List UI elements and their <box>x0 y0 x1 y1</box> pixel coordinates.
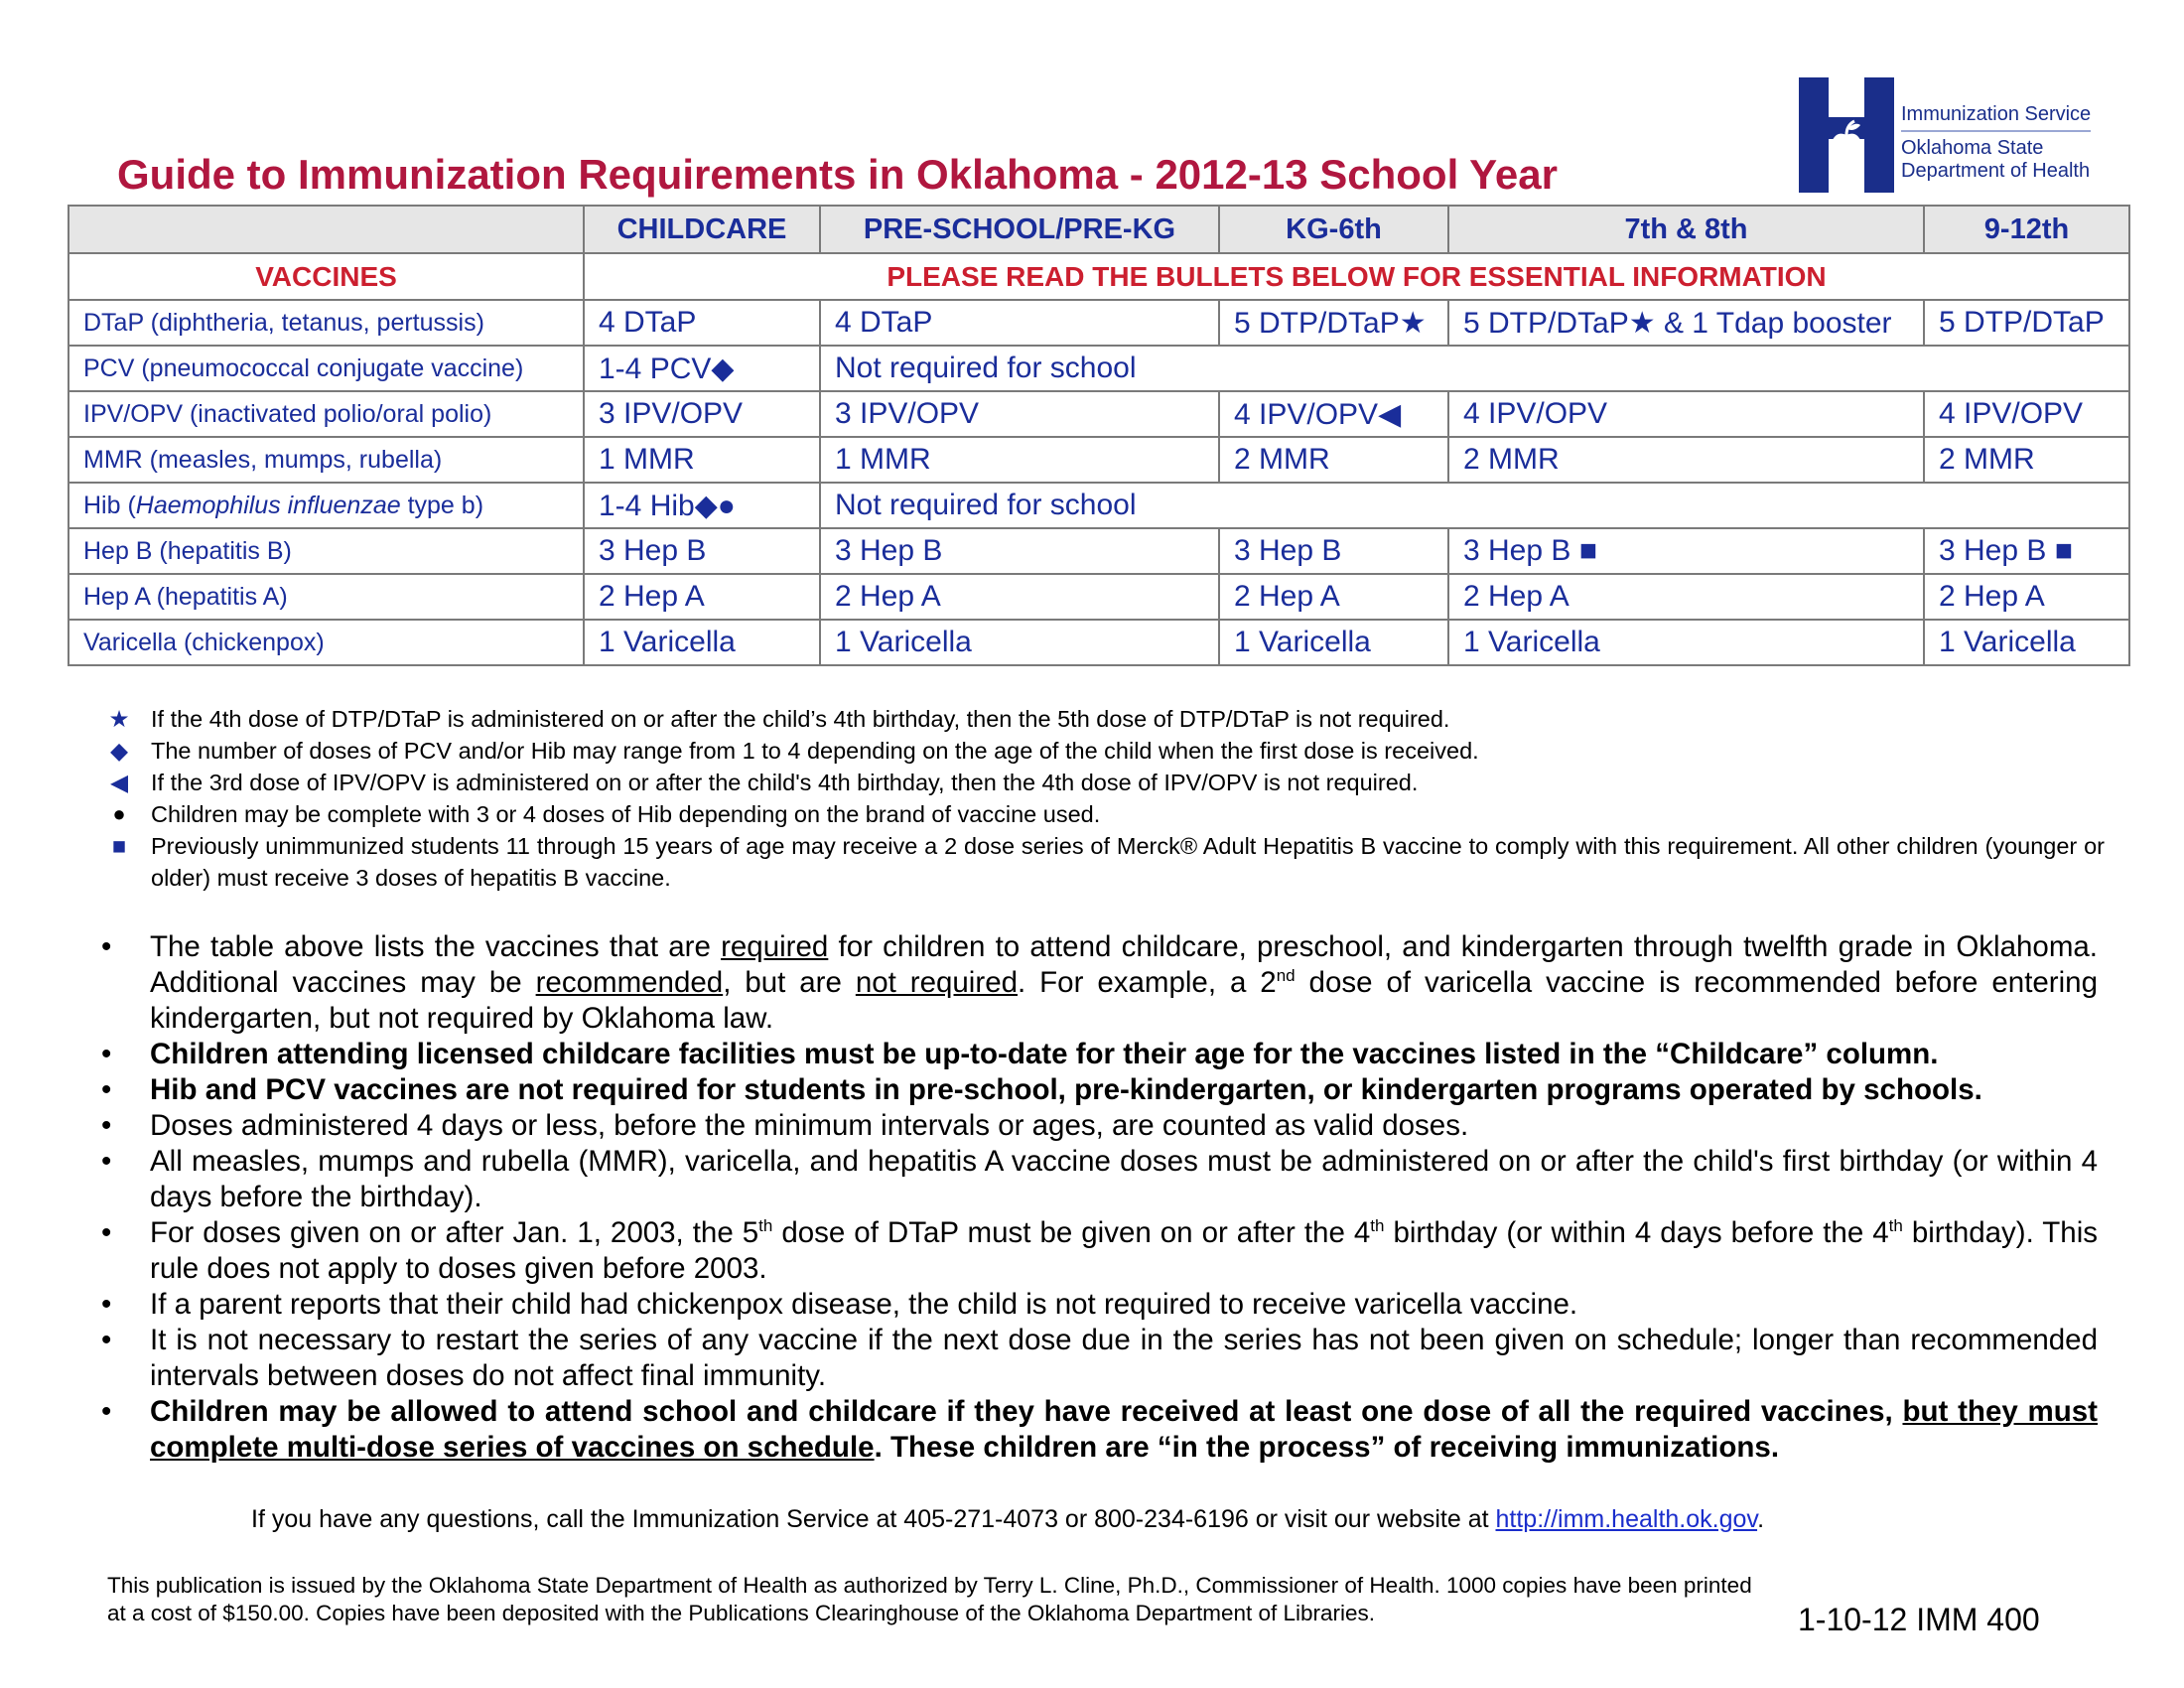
bullet-item <box>95 1215 2098 1287</box>
cell-preschool: 3 Hep B <box>820 528 1219 574</box>
bullet-text: . These children are “in the process” of receiving immunizations. <box>874 1431 1780 1464</box>
table-subheader-row <box>68 253 2129 300</box>
superscript: th <box>1888 1216 1903 1236</box>
bullet-text: For doses given on or after Jan. 1, 2003, the 5 <box>150 1216 759 1249</box>
contact-end: . <box>1757 1505 1765 1533</box>
bullet-dot-icon: • <box>101 1216 112 1249</box>
diamond-icon: ◆ <box>109 738 129 764</box>
cell-preschool: 4 DTaP <box>820 300 1219 346</box>
cell-kg-6th: 1 Varicella <box>1219 620 1448 665</box>
bullet-text: If a parent reports that their child had chickenpox disease, the child is not required to receive varicella vaccine. <box>150 1288 1578 1321</box>
vaccine-name: MMR (measles, mumps, rubella) <box>68 437 584 483</box>
bullet-text: Doses administered 4 days or less, before the minimum intervals or ages, are counted as valid doses. <box>150 1109 1469 1142</box>
legend-text: If the 4th dose of DTP/DTaP is administered on or after the child’s 4th birthday, then the 5th dose of DTP/DTaP is not required. <box>151 706 1450 732</box>
circle-icon: ● <box>112 801 126 826</box>
cell-7th-8th: 3 Hep B ■ <box>1448 528 1924 574</box>
cell-7th-8th: 2 Hep A <box>1448 574 1924 620</box>
superscript: th <box>758 1216 773 1236</box>
bullet-text: , but are <box>723 966 856 999</box>
table-row-hep-a <box>68 574 2129 620</box>
vaccine-name: Varicella (chickenpox) <box>68 620 584 665</box>
bullet-dot-icon: • <box>101 1109 112 1142</box>
bullet-text: Hib and PCV vaccines are not required for students in pre-school, pre-kindergarten, or kindergarten programs operated by schools. <box>150 1073 1982 1106</box>
table-row-hib <box>68 483 2129 528</box>
vaccine-name-species: Haemophilus influenzae <box>135 491 401 519</box>
superscript: th <box>1370 1216 1385 1236</box>
bullet-text: . For example, a 2 <box>1018 966 1277 999</box>
bullet-item <box>95 1323 2098 1394</box>
footnote-legend <box>99 703 2105 894</box>
cell-9-12th: 2 Hep A <box>1924 574 2129 620</box>
vaccine-name: IPV/OPV (inactivated polio/oral polio) <box>68 391 584 437</box>
requirements-bullet-list <box>95 929 2098 1466</box>
logo-text <box>1901 103 2091 183</box>
legend-text: The number of doses of PCV and/or Hib may range from 1 to 4 depending on the age of the child when the first dose is received. <box>151 738 1479 764</box>
bullet-text: for children to attend childcare, preschool, and kindergarten through twelfth grade in Oklahoma. Additional vaccines may be <box>150 930 2098 999</box>
cell-7th-8th: 4 IPV/OPV <box>1448 391 1924 437</box>
bullet-item <box>95 1037 2098 1072</box>
legend-item <box>99 798 2105 830</box>
table-row-ipv-opv <box>68 391 2129 437</box>
cell-childcare: 3 IPV/OPV <box>584 391 820 437</box>
legend-item <box>99 830 2105 894</box>
cell-childcare: 2 Hep A <box>584 574 820 620</box>
bullet-dot-icon: • <box>101 1324 112 1356</box>
bullet-dot-icon: • <box>101 1038 112 1070</box>
logo-line-3: Department of Health <box>1901 160 2091 182</box>
cell-not-required: Not required for school <box>820 483 2129 528</box>
cell-childcare: 1-4 Hib◆● <box>584 483 820 528</box>
contact-line <box>251 1505 1764 1534</box>
cell-not-required: Not required for school <box>820 346 2129 391</box>
table-header-row <box>68 206 2129 253</box>
cell-childcare: 1 MMR <box>584 437 820 483</box>
underlined-text: recommended <box>535 966 724 999</box>
health-department-h-apple-icon <box>1799 77 1894 193</box>
vaccine-name <box>68 483 584 528</box>
bullet-text: Children attending licensed childcare facilities must be up-to-date for their age for the vaccines listed in the “Childcare” column. <box>150 1038 1939 1070</box>
cell-preschool: 3 IPV/OPV <box>820 391 1219 437</box>
bullet-text: dose of varicella vaccine is recommended before entering kindergarten, but not required by Oklahoma law. <box>150 966 2098 1035</box>
logo-line-2: Oklahoma State <box>1901 137 2044 159</box>
table-row-hep-b <box>68 528 2129 574</box>
cell-7th-8th: 1 Varicella <box>1448 620 1924 665</box>
underlined-text: required <box>721 930 829 963</box>
legend-text: If the 3rd dose of IPV/OPV is administered on or after the child's 4th birthday, then the 4th dose of IPV/OPV is not required. <box>151 770 1419 795</box>
vaccine-name: Hep B (hepatitis B) <box>68 528 584 574</box>
cell-preschool: 2 Hep A <box>820 574 1219 620</box>
essential-info-notice: PLEASE READ THE BULLETS BELOW FOR ESSENTIAL INFORMATION <box>584 253 2129 300</box>
bullet-item <box>95 929 2098 1037</box>
superscript: nd <box>1276 966 1296 986</box>
cell-9-12th: 4 IPV/OPV <box>1924 391 2129 437</box>
underlined-text: but they must complete multi-dose series of vaccines on schedule <box>150 1395 2098 1464</box>
publication-note: This publication is issued by the Oklahoma State Department of Health as authorized by Terry L. Cline, Ph.D., Commissioner of Health. 1000 copies have been printed at a cost of $150.00. Copies have been deposited with the Publications Clearinghouse of the Oklahoma Department of Libraries. <box>107 1573 1752 1625</box>
bullet-text: The table above lists the vaccines that are <box>150 930 722 963</box>
bullet-dot-icon: • <box>101 1395 112 1428</box>
vaccine-name: Hep A (hepatitis A) <box>68 574 584 620</box>
website-link[interactable]: http://imm.health.ok.gov <box>1495 1505 1758 1533</box>
cell-childcare: 4 DTaP <box>584 300 820 346</box>
table-row-dtap <box>68 300 2129 346</box>
vaccine-name-prefix: Hib ( <box>83 491 136 519</box>
cell-kg-6th: 4 IPV/OPV◀ <box>1219 391 1448 437</box>
cell-childcare: 1-4 PCV◆ <box>584 346 820 391</box>
cell-7th-8th: 5 DTP/DTaP★ & 1 Tdap booster <box>1448 300 1924 346</box>
underlined-text: not required <box>855 966 1019 999</box>
bullet-text: Children may be allowed to attend school and childcare if they have received at least one dose of all the required vaccines, <box>150 1395 1903 1428</box>
page-title: Guide to Immunization Requirements in Oklahoma - 2012-13 School Year <box>117 151 1558 198</box>
legend-text: Previously unimmunized students 11 through 15 years of age may receive a 2 dose series of Merck® Adult Hepatitis B vaccine to comply with this requirement. All other children (younger or older) must receive 3 doses of hepatitis B vaccine. <box>151 833 2105 891</box>
cell-childcare: 1 Varicella <box>584 620 820 665</box>
bullet-dot-icon: • <box>101 1288 112 1321</box>
vaccines-header: VACCINES <box>68 253 584 300</box>
bullet-item <box>95 1144 2098 1215</box>
square-icon: ■ <box>111 833 127 859</box>
cell-preschool: 1 Varicella <box>820 620 1219 665</box>
bullet-item <box>95 1108 2098 1144</box>
cell-9-12th: 2 MMR <box>1924 437 2129 483</box>
column-header-7th-8th: 7th & 8th <box>1448 206 1924 253</box>
column-header-kg-6th: KG-6th <box>1219 206 1448 253</box>
cell-9-12th: 3 Hep B ■ <box>1924 528 2129 574</box>
legend-item <box>99 767 2105 798</box>
cell-kg-6th: 2 Hep A <box>1219 574 1448 620</box>
cell-9-12th: 5 DTP/DTaP <box>1924 300 2129 346</box>
cell-7th-8th: 2 MMR <box>1448 437 1924 483</box>
bullet-text: birthday). This rule does not apply to doses given before 2003. <box>150 1216 2099 1285</box>
form-code: 1-10-12 IMM 400 <box>1798 1602 2040 1637</box>
contact-text: If you have any questions, call the Immunization Service at 405-271-4073 or 800-234-6196 or visit our website at <box>251 1505 1496 1533</box>
left-triangle-icon: ◀ <box>109 770 129 795</box>
cell-kg-6th: 3 Hep B <box>1219 528 1448 574</box>
legend-item <box>99 703 2105 735</box>
cell-preschool: 1 MMR <box>820 437 1219 483</box>
column-header-preschool: PRE-SCHOOL/PRE-KG <box>820 206 1219 253</box>
vaccine-name: DTaP (diphtheria, tetanus, pertussis) <box>68 300 584 346</box>
legend-text: Children may be complete with 3 or 4 doses of Hib depending on the brand of vaccine used. <box>151 801 1101 827</box>
header-blank-cell <box>68 206 584 253</box>
bullet-dot-icon: • <box>101 930 112 963</box>
cell-kg-6th: 2 MMR <box>1219 437 1448 483</box>
bullet-text: birthday (or within 4 days before the 4 <box>1384 1216 1889 1249</box>
bullet-text: dose of DTaP must be given on or after the 4 <box>772 1216 1371 1249</box>
bullet-text: It is not necessary to restart the series of any vaccine if the next dose due in the series has not been given on schedule; longer than recommended intervals between doses do not affect final immunity. <box>150 1324 2098 1392</box>
table-row-varicella <box>68 620 2129 665</box>
requirements-table <box>68 205 2130 666</box>
table-row-pcv <box>68 346 2129 391</box>
table-row-mmr <box>68 437 2129 483</box>
cell-kg-6th: 5 DTP/DTaP★ <box>1219 300 1448 346</box>
column-header-9-12th: 9-12th <box>1924 206 2129 253</box>
column-header-childcare: CHILDCARE <box>584 206 820 253</box>
vaccine-name: PCV (pneumococcal conjugate vaccine) <box>68 346 584 391</box>
bullet-text: All measles, mumps and rubella (MMR), varicella, and hepatitis A vaccine doses must be administered on or after the child's first birthday (or within 4 days before the birthday). <box>150 1145 2098 1213</box>
cell-9-12th: 1 Varicella <box>1924 620 2129 665</box>
bullet-item <box>95 1072 2098 1108</box>
legend-item <box>99 735 2105 767</box>
vaccine-name-suffix: type b) <box>400 491 484 519</box>
bullet-item <box>95 1287 2098 1323</box>
cell-childcare: 3 Hep B <box>584 528 820 574</box>
bullet-dot-icon: • <box>101 1073 112 1106</box>
logo-line-1: Immunization Service <box>1901 103 2091 132</box>
star-icon: ★ <box>108 706 130 732</box>
bullet-dot-icon: • <box>101 1145 112 1178</box>
bullet-item <box>95 1394 2098 1466</box>
